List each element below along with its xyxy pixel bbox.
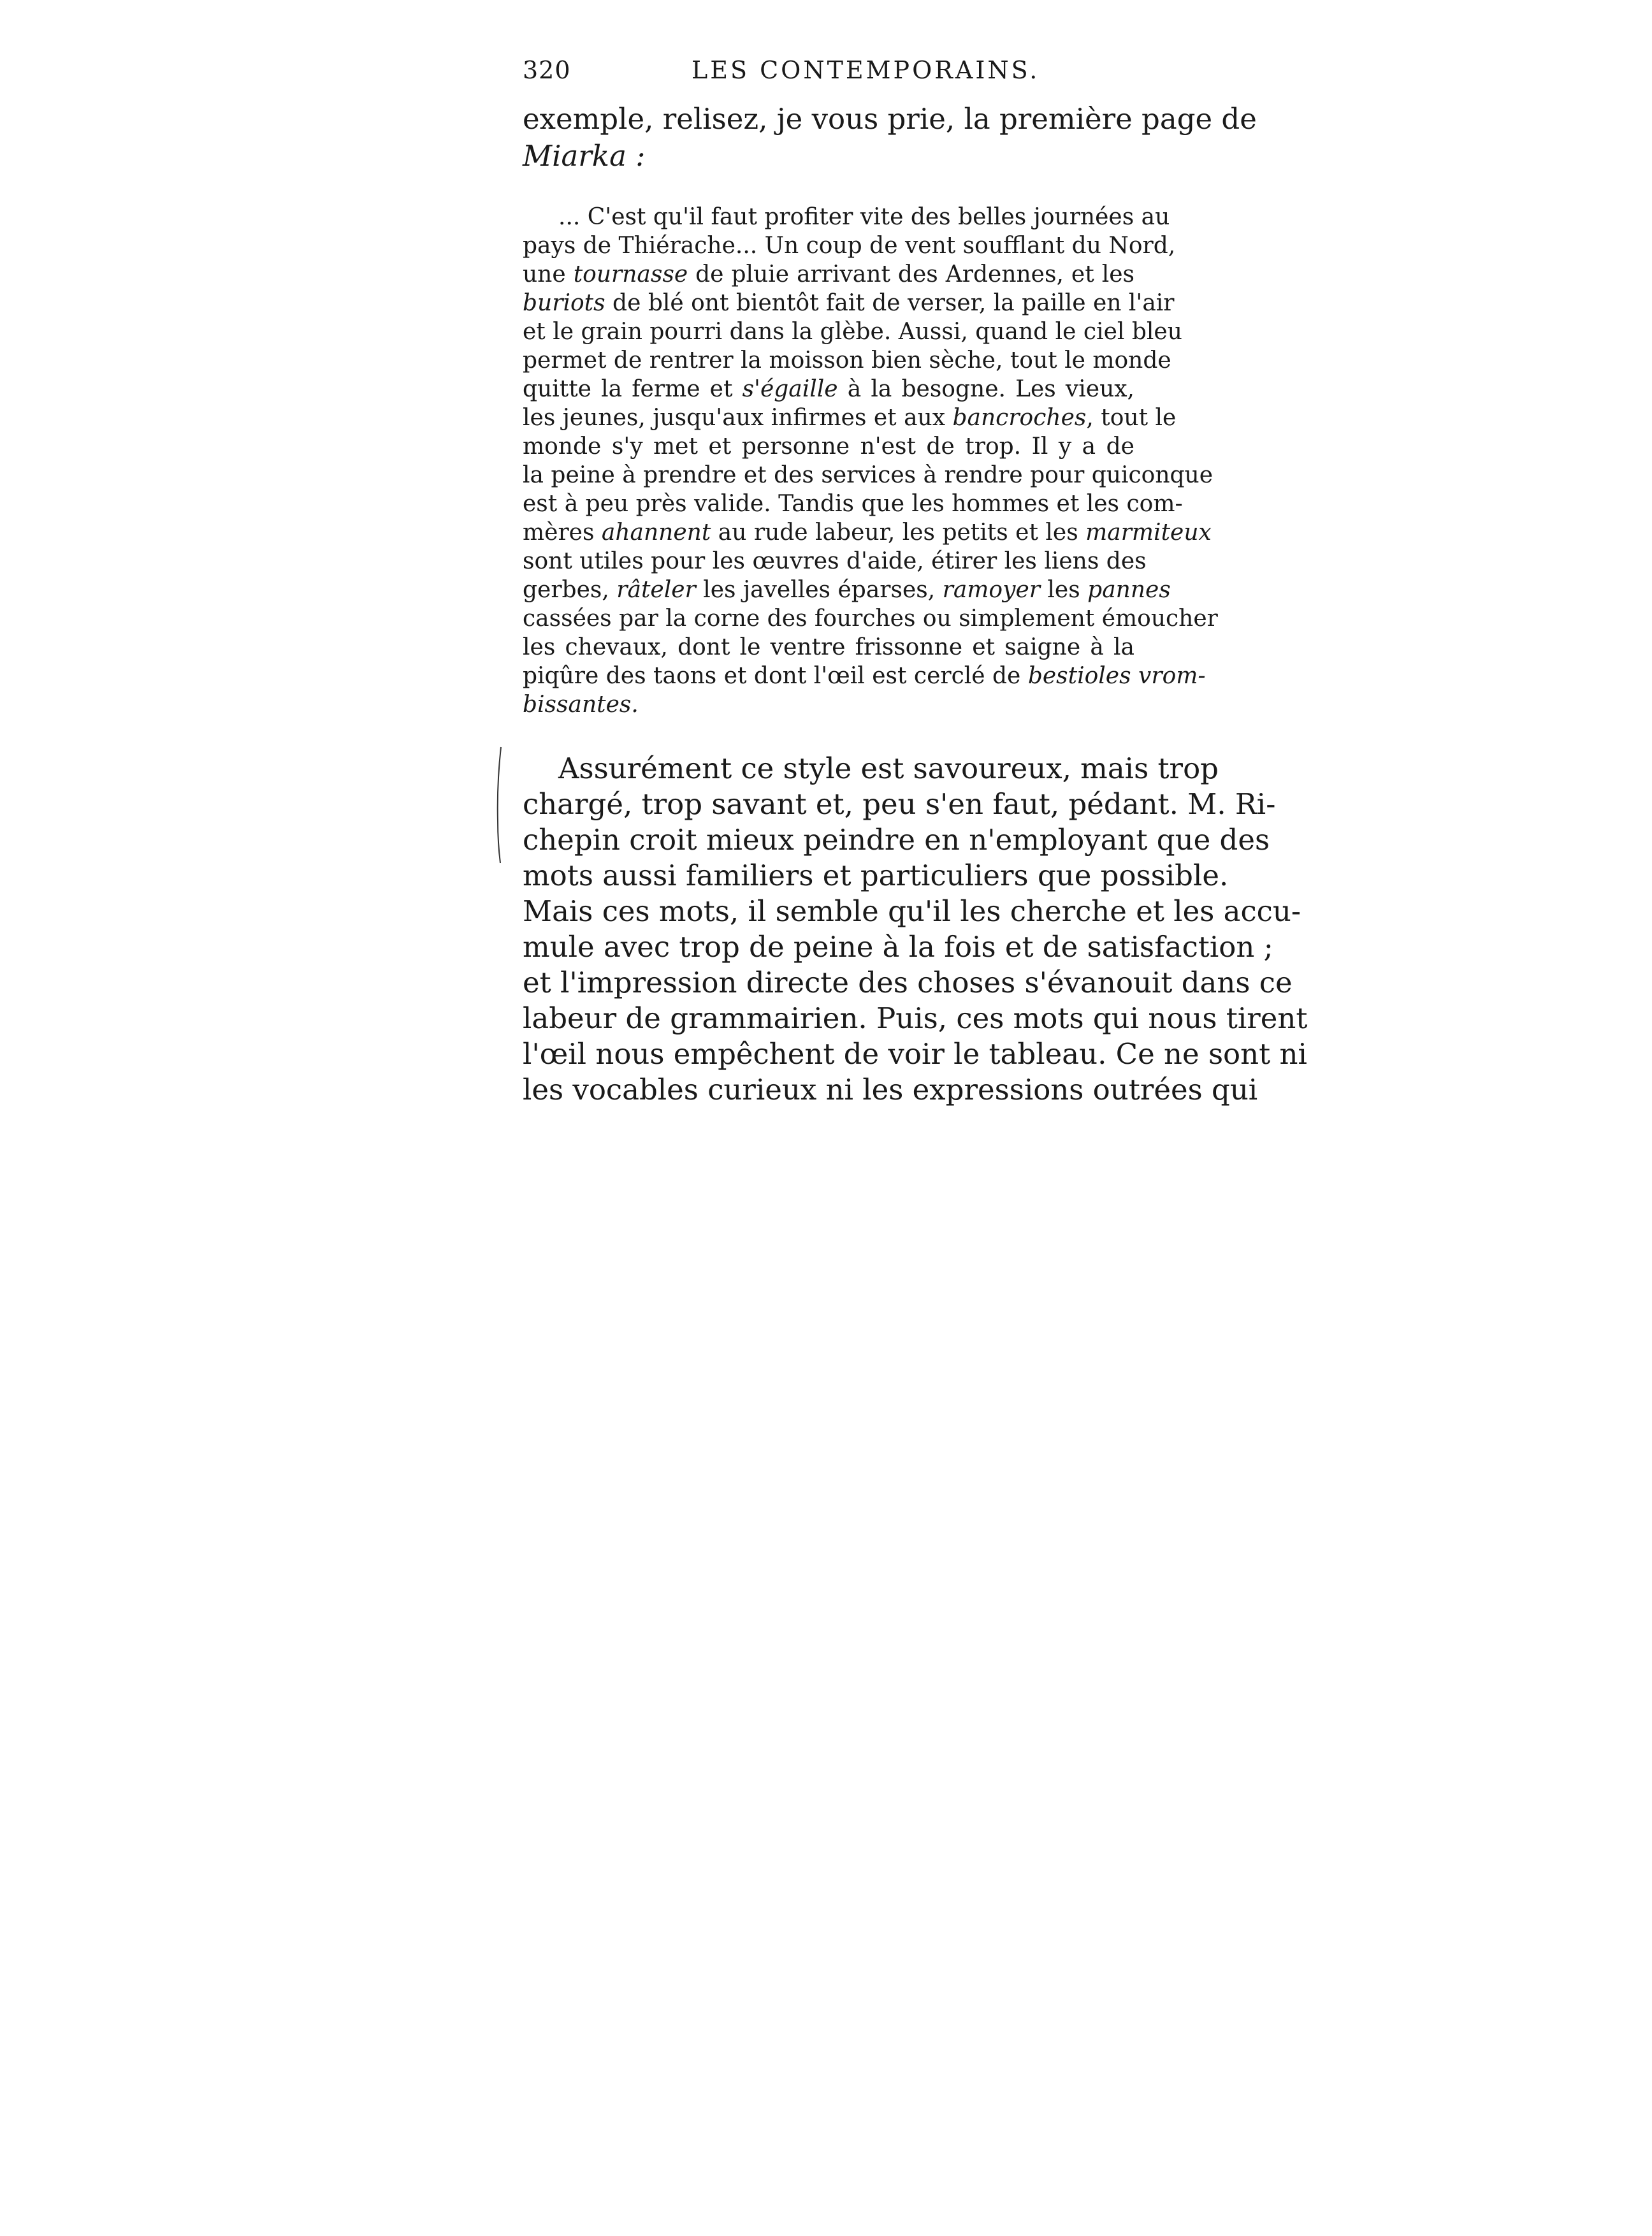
margin-pencil-mark xyxy=(495,744,504,866)
quote-line-6: permet de rentrer la moisson bien sèche, tout le monde xyxy=(523,347,1171,374)
body-line-4: mots aussi familiers et particuliers que possible. xyxy=(523,859,1229,892)
quote-italic-word: râteler xyxy=(616,577,696,603)
quote-line-13: sont utiles pour les œuvres d'aide, étirer les liens des xyxy=(523,548,1147,574)
quote-line-7: quitte la ferme et s'égaille à la besogne. Les vieux, xyxy=(523,376,1134,402)
block-quotation xyxy=(523,203,1218,719)
book-title-miarka: Miarka : xyxy=(523,139,646,173)
quote-italic-word: buriots xyxy=(523,290,605,316)
body-line-9: l'œil nous empêchent de voir le tableau. Ce ne sont ni xyxy=(523,1037,1307,1071)
quote-line-9: monde s'y met et personne n'est de trop. Il y a de xyxy=(523,433,1134,460)
quote-line-5: et le grain pourri dans la glèbe. Aussi, quand le ciel bleu xyxy=(523,319,1182,345)
body-line-1: Assurément ce style est savoureux, mais trop xyxy=(558,751,1219,785)
body-paragraph xyxy=(523,751,1308,1108)
quote-italic-word: bestioles vrom- xyxy=(1027,663,1206,689)
quote-italic-word: marmiteux xyxy=(1085,519,1212,546)
quote-line-18: bissantes. xyxy=(523,692,639,718)
intro-paragraph xyxy=(523,101,1257,175)
quote-line-1: ... C'est qu'il faut profiter vite des belles journées au xyxy=(558,204,1170,230)
quote-line-14: gerbes, râteler les javelles éparses, ramoyer les pannes xyxy=(523,577,1171,603)
page-number: 320 xyxy=(523,56,571,84)
body-line-5: Mais ces mots, il semble qu'il les cherche et les accu- xyxy=(523,894,1301,928)
quote-line-8: les jeunes, jusqu'aux infirmes et aux bancroches, tout le xyxy=(523,405,1177,431)
quote-line-17: piqûre des taons et dont l'œil est cerclé de bestioles vrom- xyxy=(523,663,1206,689)
intro-line-1: exemple, relisez, je vous prie, la première page de xyxy=(523,102,1257,136)
quote-italic-word: tournasse xyxy=(573,261,688,287)
body-line-2: chargé, trop savant et, peu s'en faut, pédant. M. Ri- xyxy=(523,787,1276,821)
body-line-3: chepin croit mieux peindre en n'employant que des xyxy=(523,823,1270,857)
quote-line-2: pays de Thiérache... Un coup de vent soufflant du Nord, xyxy=(523,233,1176,259)
body-line-7: et l'impression directe des choses s'évanouit dans ce xyxy=(523,966,1293,999)
body-line-8: labeur de grammairien. Puis, ces mots qui nous tirent xyxy=(523,1001,1308,1035)
body-line-10: les vocables curieux ni les expressions outrées qui xyxy=(523,1073,1258,1107)
page-header xyxy=(523,56,1134,94)
quote-line-3: une tournasse de pluie arrivant des Ardennes, et les xyxy=(523,261,1134,287)
quote-italic-word: ahannent xyxy=(601,519,711,546)
quote-line-4: buriots de blé ont bientôt fait de verser, la paille en l'air xyxy=(523,290,1175,316)
quote-italic-word: pannes xyxy=(1087,577,1171,603)
quote-line-11: est à peu près valide. Tandis que les hommes et les com- xyxy=(523,491,1183,517)
quote-line-16: les chevaux, dont le ventre frissonne et saigne à la xyxy=(523,634,1134,660)
quote-line-12: mères ahannent au rude labeur, les petits et les marmiteux xyxy=(523,519,1212,546)
quote-line-15: cassées par la corne des fourches ou simplement émoucher xyxy=(523,606,1218,632)
running-title: LES CONTEMPORAINS. xyxy=(692,56,1040,84)
quote-italic-word: s'égaille xyxy=(742,376,838,402)
quote-line-10: la peine à prendre et des services à rendre pour quiconque xyxy=(523,462,1214,488)
quote-italic-word: bancroches xyxy=(952,405,1087,431)
body-line-6: mule avec trop de peine à la fois et de satisfaction ; xyxy=(523,930,1273,964)
quote-italic-word: ramoyer xyxy=(942,577,1040,603)
